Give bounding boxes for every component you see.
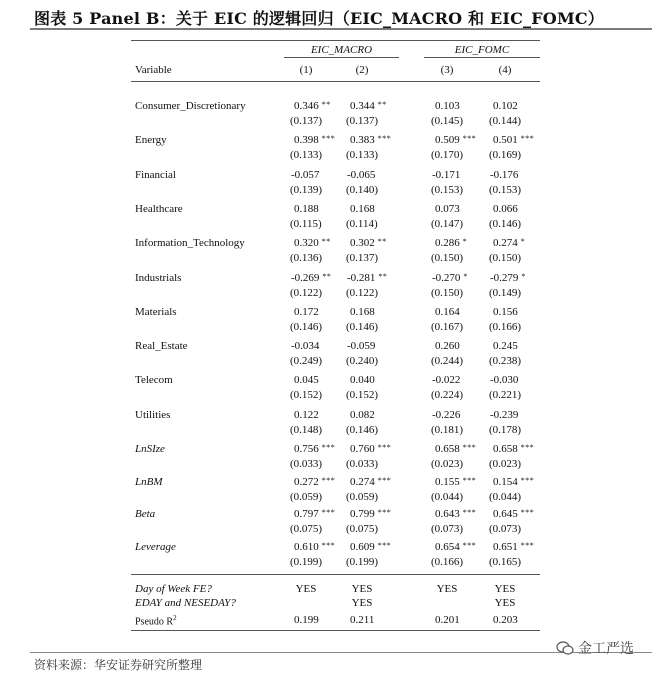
coef-cell: [435, 443, 476, 455]
coef-value: 0.164: [435, 305, 460, 318]
coef-cell: [493, 476, 534, 488]
standard-error: (0.044): [431, 490, 464, 503]
coef-value: 0.168: [350, 305, 375, 318]
coef-value: 0.302: [350, 237, 375, 250]
standard-error: (0.199): [346, 555, 379, 568]
coef-cell: [493, 237, 525, 249]
coef-value: -0.239: [490, 408, 519, 421]
coef-cell: [347, 272, 387, 284]
coef-cell: [294, 443, 335, 455]
fe-value: YES: [351, 583, 373, 595]
coef-cell: [294, 508, 335, 520]
header-rule: [131, 81, 540, 82]
coef-value: 0.155: [435, 475, 460, 488]
coef-value: 0.346: [294, 100, 319, 112]
coef-cell: [490, 169, 518, 181]
fe-label: EDAY and NESEDAY?: [135, 597, 236, 609]
coef-value: 0.651: [493, 540, 518, 553]
fe-value: YES: [295, 583, 317, 595]
pseudo-r2-value: 0.211: [350, 614, 375, 626]
coef-value: 0.172: [294, 305, 319, 318]
standard-error: (0.137): [290, 115, 323, 127]
wechat-icon: [556, 641, 574, 655]
standard-error: (0.144): [489, 115, 522, 127]
row-label: LnSIze: [135, 443, 165, 455]
pseudo-r2-value: 0.199: [294, 614, 319, 626]
standard-error: (0.166): [431, 555, 464, 568]
standard-error: (0.181): [431, 423, 464, 436]
row-label: Information_Technology: [135, 237, 245, 250]
coef-cell: [490, 374, 518, 386]
bottom-rule: [131, 630, 540, 631]
coef-value: 0.245: [493, 340, 518, 353]
coef-value: 0.344: [350, 100, 375, 112]
coef-cell: [432, 409, 460, 421]
coef-value: 0.501: [493, 134, 518, 147]
coef-cell: [435, 340, 460, 352]
significance-stars: *: [520, 237, 526, 247]
coef-value: 0.274: [350, 475, 375, 488]
standard-error: (0.139): [290, 183, 323, 196]
coef-value: 0.103: [435, 100, 460, 112]
standard-error: (0.153): [489, 183, 522, 196]
coef-cell: [294, 203, 319, 215]
significance-stars: ***: [520, 540, 535, 550]
coef-cell: [291, 340, 319, 352]
fe-value: YES: [351, 597, 373, 609]
coef-value: -0.034: [291, 340, 320, 353]
significance-stars: **: [378, 271, 388, 281]
group-header: EIC_FOMC: [454, 44, 510, 56]
coef-cell: [493, 100, 518, 112]
row-label: Energy: [135, 134, 167, 147]
significance-stars: **: [322, 271, 332, 281]
column-header: (1): [299, 64, 313, 76]
coef-cell: [350, 306, 375, 318]
pseudo-r2-value: 0.203: [493, 614, 518, 626]
row-label: Materials: [135, 305, 177, 318]
coef-cell: [493, 340, 518, 352]
significance-stars: **: [377, 237, 387, 247]
fe-value: YES: [494, 583, 516, 595]
standard-error: (0.044): [489, 490, 522, 503]
standard-error: (0.059): [346, 490, 379, 503]
coef-value: 0.760: [350, 443, 375, 455]
row-label: Utilities: [135, 408, 171, 421]
coef-cell: [294, 409, 319, 421]
coef-value: 0.799: [350, 508, 375, 520]
standard-error: (0.059): [290, 490, 323, 503]
standard-error: (0.114): [346, 217, 378, 230]
standard-error: (0.023): [431, 458, 464, 470]
coef-value: 0.320: [294, 237, 319, 250]
significance-stars: ***: [377, 475, 392, 485]
coef-cell: [432, 272, 468, 284]
significance-stars: *: [463, 271, 468, 281]
table-title: 图表 5 Panel B：关于 EIC 的逻辑回归（EIC_MACRO 和 EIC_FOMC）: [34, 9, 604, 28]
standard-error: (0.167): [431, 320, 464, 333]
coef-value: 0.122: [294, 408, 319, 421]
standard-error: (0.166): [489, 320, 522, 333]
significance-stars: ***: [377, 508, 392, 517]
standard-error: (0.170): [431, 149, 464, 162]
significance-stars: ***: [321, 508, 336, 517]
coef-value: 0.654: [435, 540, 460, 553]
significance-stars: ***: [462, 540, 477, 550]
group-rule-macro: [284, 57, 399, 58]
standard-error: (0.137): [346, 115, 379, 127]
coef-value: 0.154: [493, 475, 518, 488]
standard-error: (0.137): [346, 252, 379, 265]
coef-value: 0.040: [350, 374, 375, 387]
standard-error: (0.146): [346, 423, 379, 436]
significance-stars: **: [377, 100, 387, 109]
standard-error: (0.023): [489, 458, 522, 470]
standard-error: (0.240): [346, 355, 379, 368]
coef-cell: [294, 237, 331, 249]
standard-error: (0.073): [431, 523, 464, 535]
coef-value: 0.082: [350, 408, 375, 421]
coef-cell: [350, 409, 375, 421]
standard-error: (0.033): [290, 458, 323, 470]
coef-value: 0.658: [435, 443, 460, 455]
standard-error: (0.073): [489, 523, 522, 535]
coef-cell: [350, 476, 391, 488]
column-header: (4): [498, 64, 512, 76]
coef-value: 0.509: [435, 134, 460, 147]
significance-stars: ***: [377, 540, 392, 550]
coef-value: -0.022: [432, 374, 461, 387]
standard-error: (0.169): [489, 149, 522, 162]
standard-error: (0.146): [290, 320, 323, 333]
standard-error: (0.033): [346, 458, 379, 470]
row-label: Consumer_Discretionary: [135, 100, 246, 112]
coef-cell: [350, 237, 387, 249]
title-rule: [30, 28, 652, 30]
row-label: Real_Estate: [135, 340, 188, 353]
column-header: (3): [440, 64, 454, 76]
coef-cell: [493, 203, 518, 215]
standard-error: (0.221): [489, 389, 522, 402]
standard-error: (0.115): [290, 217, 322, 230]
standard-error: (0.133): [290, 149, 323, 162]
fe-label: Day of Week FE?: [135, 583, 212, 595]
top-rule: [131, 40, 540, 41]
column-header: (2): [355, 64, 369, 76]
coef-value: 0.156: [493, 305, 518, 318]
coef-value: 0.073: [435, 202, 460, 215]
row-label: Financial: [135, 168, 176, 181]
coef-cell: [435, 508, 476, 520]
group-header: EIC_MACRO: [310, 44, 373, 56]
coef-cell: [350, 541, 391, 553]
significance-stars: ***: [520, 475, 535, 485]
watermark: [556, 638, 634, 658]
pseudo-r2-value: 0.201: [435, 614, 460, 626]
coef-cell: [493, 443, 534, 455]
pseudo-label-superscript: 2: [173, 614, 177, 622]
standard-error: (0.146): [489, 217, 522, 230]
coef-cell: [435, 541, 476, 553]
coef-value: 0.260: [435, 340, 460, 353]
coef-cell: [435, 203, 460, 215]
standard-error: (0.140): [346, 183, 379, 196]
coef-value: 0.286: [435, 237, 460, 250]
standard-error: (0.133): [346, 149, 379, 162]
coef-cell: [435, 100, 460, 112]
coef-cell: [435, 306, 460, 318]
coef-cell: [294, 541, 335, 553]
row-label: Beta: [135, 508, 156, 520]
coef-cell: [291, 272, 331, 284]
coef-value: 0.168: [350, 202, 375, 215]
significance-stars: **: [321, 237, 331, 247]
fe-value: YES: [436, 583, 458, 595]
coef-value: 0.102: [493, 100, 518, 112]
standard-error: (0.149): [489, 286, 522, 299]
coef-cell: [294, 100, 331, 112]
standard-error: (0.153): [431, 183, 464, 196]
coef-cell: [493, 134, 534, 146]
coef-cell: [294, 476, 335, 488]
row-label: Leverage: [135, 540, 176, 553]
pseudo-label-text: Pseudo R: [135, 616, 174, 628]
significance-stars: ***: [462, 443, 477, 452]
coef-value: -0.171: [432, 168, 461, 181]
coef-value: -0.065: [347, 168, 376, 181]
coef-value: 0.188: [294, 202, 319, 215]
standard-error: (0.224): [431, 389, 464, 402]
coef-value: -0.059: [347, 340, 376, 353]
significance-stars: ***: [462, 475, 477, 485]
coef-value: -0.030: [490, 374, 519, 387]
significance-stars: ***: [321, 134, 336, 144]
significance-stars: ***: [520, 134, 535, 144]
group-rule-fomc: [424, 57, 540, 58]
coef-value: -0.281: [347, 271, 376, 284]
significance-stars: ***: [462, 508, 477, 517]
coef-cell: [350, 203, 375, 215]
coef-value: 0.645: [493, 508, 518, 520]
significance-stars: ***: [520, 443, 535, 452]
coef-cell: [294, 306, 319, 318]
fe-value: YES: [494, 597, 516, 609]
standard-error: (0.075): [346, 523, 379, 535]
standard-error: (0.244): [431, 355, 464, 368]
significance-stars: ***: [321, 540, 336, 550]
coef-value: 0.643: [435, 508, 460, 520]
significance-stars: ***: [520, 508, 535, 517]
coef-value: 0.610: [294, 540, 319, 553]
standard-error: (0.178): [489, 423, 522, 436]
significance-stars: *: [462, 237, 468, 247]
source-note: 资料来源：华安证券研究所整理: [34, 658, 203, 672]
coef-cell: [350, 100, 387, 112]
significance-stars: ***: [321, 475, 336, 485]
standard-error: (0.249): [290, 355, 323, 368]
coef-value: 0.045: [294, 374, 319, 387]
coef-cell: [490, 409, 518, 421]
standard-error: (0.136): [290, 252, 323, 265]
standard-error: (0.145): [431, 115, 464, 127]
significance-stars: *: [521, 271, 526, 281]
coef-cell: [294, 374, 319, 386]
coef-cell: [493, 541, 534, 553]
coef-value: -0.176: [490, 168, 519, 181]
coef-cell: [493, 306, 518, 318]
significance-stars: ***: [377, 443, 392, 452]
coef-cell: [350, 508, 391, 520]
fe-rule: [131, 574, 540, 575]
coef-cell: [435, 237, 467, 249]
coef-value: 0.066: [493, 202, 518, 215]
row-label: Industrials: [135, 271, 182, 284]
coef-value: 0.609: [350, 540, 375, 553]
watermark-text: 金工严选: [578, 641, 634, 657]
coef-cell: [294, 134, 335, 146]
standard-error: (0.146): [346, 320, 379, 333]
standard-error: (0.199): [290, 555, 323, 568]
coef-cell: [350, 134, 391, 146]
coef-cell: [347, 340, 375, 352]
coef-value: 0.272: [294, 475, 319, 488]
coef-value: 0.398: [294, 134, 319, 147]
row-label: LnBM: [135, 475, 163, 488]
standard-error: (0.152): [290, 389, 323, 402]
coef-value: -0.269: [291, 271, 320, 284]
standard-error: (0.150): [489, 252, 522, 265]
variable-header: Variable: [135, 64, 172, 76]
coef-cell: [432, 374, 460, 386]
pseudo-r2-label: [135, 614, 177, 627]
coef-value: -0.226: [432, 408, 461, 421]
standard-error: (0.075): [290, 523, 323, 535]
coef-value: 0.797: [294, 508, 319, 520]
standard-error: (0.165): [489, 555, 522, 568]
coef-value: -0.279: [490, 271, 519, 284]
coef-value: 0.383: [350, 134, 375, 147]
standard-error: (0.122): [290, 286, 323, 299]
coef-value: 0.658: [493, 443, 518, 455]
standard-error: (0.152): [346, 389, 379, 402]
significance-stars: **: [321, 100, 331, 109]
coef-cell: [291, 169, 319, 181]
standard-error: (0.148): [290, 423, 323, 436]
significance-stars: ***: [321, 443, 336, 452]
coef-value: 0.756: [294, 443, 319, 455]
standard-error: (0.238): [489, 355, 522, 368]
coef-cell: [435, 476, 476, 488]
standard-error: (0.150): [431, 286, 464, 299]
coef-value: -0.270: [432, 271, 461, 284]
significance-stars: ***: [462, 134, 477, 144]
row-label: Telecom: [135, 374, 173, 387]
coef-cell: [435, 134, 476, 146]
coef-cell: [350, 443, 391, 455]
coef-cell: [350, 374, 375, 386]
coef-value: 0.274: [493, 237, 518, 250]
standard-error: (0.150): [431, 252, 464, 265]
row-label: Healthcare: [135, 202, 183, 215]
coef-cell: [347, 169, 375, 181]
standard-error: (0.122): [346, 286, 379, 299]
significance-stars: ***: [377, 134, 392, 144]
standard-error: (0.147): [431, 217, 464, 230]
coef-cell: [432, 169, 460, 181]
coef-cell: [493, 508, 534, 520]
coef-cell: [490, 272, 526, 284]
coef-value: -0.057: [291, 168, 320, 181]
